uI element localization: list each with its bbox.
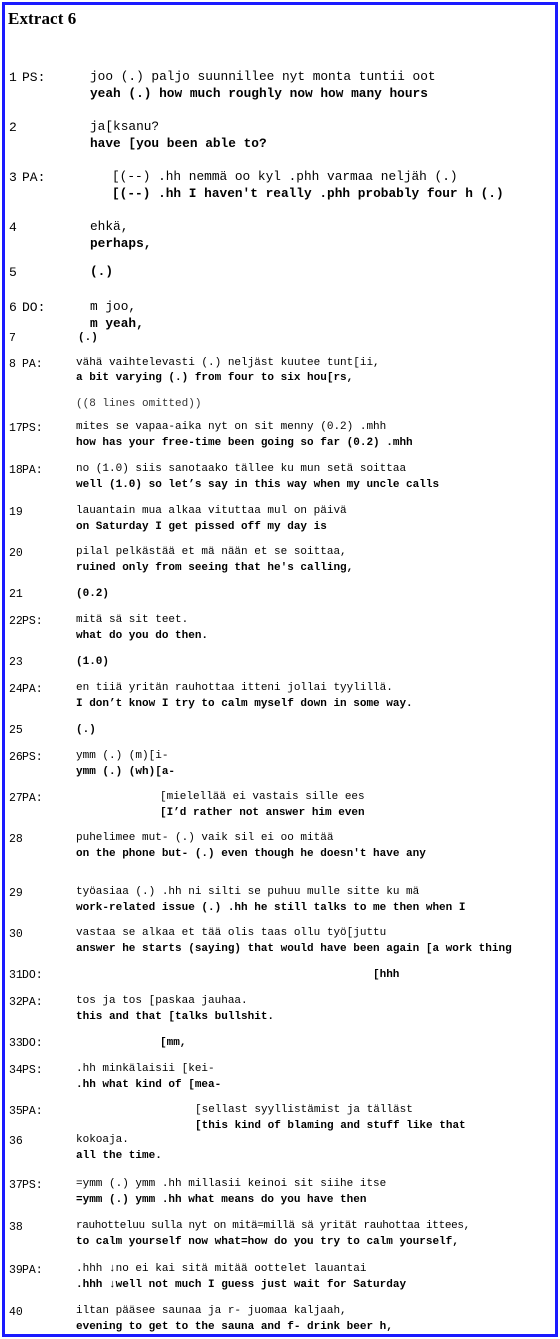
finnish-line: vähä vaihtelevasti (.) neljäst kuutee tunt[ii, (76, 357, 380, 369)
english-line: =ymm (.) ymm .hh what means do you have then (76, 1194, 367, 1206)
finnish-line: kokoaja. (76, 1134, 129, 1146)
english-line: ymm (.) (wh)[a- (76, 766, 176, 778)
line-number: 21 (9, 588, 23, 601)
speaker-label: PS: (22, 1179, 43, 1192)
finnish-line: mitä sä sit teet. (76, 614, 189, 626)
finnish-line: joo (.) paljo suunnillee nyt monta tuntii oot (90, 69, 436, 84)
english-line: on the phone but- (.) even though he doesn't have any (76, 848, 426, 860)
english-line: to calm yourself now what=how do you try to calm yourself, (76, 1236, 459, 1248)
finnish-line: [mielellää ei vastais sille ees (160, 791, 365, 803)
english-line: work-related issue (.) .hh he still talks to me then when I (76, 902, 466, 914)
english-line: answer he starts (saying) that would have been again [a work thing (76, 943, 512, 955)
english-line: [hhh (373, 969, 400, 981)
english-line: how has your free-time been going so far (0.2) .mhh (76, 437, 413, 449)
line-number: 20 (9, 547, 23, 560)
english-line: m yeah, (90, 316, 144, 331)
line-number: 32 (9, 996, 23, 1009)
speaker-label: PS: (22, 1064, 43, 1077)
line-number: 4 (9, 220, 17, 235)
finnish-line: lauantain mua alkaa vituttaa mul on päivä (76, 505, 347, 517)
line-number: 1 (9, 70, 17, 85)
speaker-label: PA: (22, 996, 43, 1009)
speaker-label: PA: (22, 683, 43, 696)
line-number: 6 (9, 300, 17, 315)
pause-marker: (.) (78, 332, 98, 344)
english-line: I don’t know I try to calm myself down in some way. (76, 698, 413, 710)
speaker-label: PS: (22, 70, 46, 85)
speaker-label: PA: (22, 464, 43, 477)
line-number: 24 (9, 683, 23, 696)
line-number: 23 (9, 656, 23, 669)
speaker-label: PA: (22, 358, 43, 371)
finnish-line: tos ja tos [paskaa jauhaa. (76, 995, 248, 1007)
english-line: perhaps, (90, 236, 152, 251)
pause-marker: (.) (90, 264, 114, 279)
finnish-line: [sellast syyllistämist ja tälläst (195, 1104, 413, 1116)
speaker-label: PS: (22, 615, 43, 628)
finnish-line: ja[ksanu? (90, 119, 160, 134)
line-number: 28 (9, 833, 23, 846)
finnish-line: .hhh ↓no ei kai sitä mitää oottelet lauantai (76, 1263, 367, 1275)
speaker-label: PA: (22, 1105, 43, 1118)
finnish-line: ymm (.) (m)[i- (76, 750, 169, 762)
english-line: evening to get to the sauna and f- drink beer h, (76, 1321, 393, 1333)
line-number: 7 (9, 332, 16, 345)
english-line: a bit varying (.) from four to six hou[rs, (76, 372, 354, 384)
pause-marker: (1.0) (76, 656, 110, 668)
english-line: yeah (.) how much roughly now how many hours (90, 86, 428, 101)
pause-marker: (.) (76, 724, 96, 736)
speaker-label: PA: (22, 170, 46, 185)
finnish-line: ehkä, (90, 219, 129, 234)
speaker-label: PS: (22, 422, 43, 435)
finnish-line: työasiaa (.) .hh ni silti se puhuu mulle sitte ku mä (76, 886, 420, 898)
speaker-label: PS: (22, 751, 43, 764)
line-number: 17 (9, 422, 23, 435)
line-number: 19 (9, 506, 23, 519)
finnish-line: .hh minkälaisii [kei- (76, 1063, 215, 1075)
line-number: 18 (9, 464, 23, 477)
line-number: 34 (9, 1064, 23, 1077)
line-number: 39 (9, 1264, 23, 1277)
english-line: [(--) .hh I haven't really .phh probably four h (.) (112, 186, 504, 201)
finnish-line: iltan pääsee saunaa ja r- juomaa kaljaah, (76, 1305, 347, 1317)
english-line: on Saturday I get pissed off my day is (76, 521, 327, 533)
line-number: 26 (9, 751, 23, 764)
line-number: 37 (9, 1179, 23, 1192)
extract-frame (2, 2, 558, 1337)
english-line: [mm, (160, 1037, 187, 1049)
english-line: .hhh ↓well not much I guess just wait for Saturday (76, 1279, 407, 1291)
finnish-line: mites se vapaa-aika nyt on sit menny (0.2) .mhh (76, 421, 387, 433)
english-line: what do you do then. (76, 630, 209, 642)
line-number: 31 (9, 969, 23, 982)
english-line: .hh what kind of [mea- (76, 1079, 222, 1091)
line-number: 29 (9, 887, 23, 900)
finnish-line: rauhotteluu sulla nyt on mitä=millä sä yrität rauhottaa ittees, (76, 1220, 470, 1232)
finnish-line: no (1.0) siis sanotaako tällee ku mun setä soittaa (76, 463, 407, 475)
line-number: 40 (9, 1306, 23, 1319)
finnish-line: puhelimee mut- (.) vaik sil ei oo mitää (76, 832, 334, 844)
finnish-line: vastaa se alkaa et tää olis taas ollu työ[juttu (76, 927, 387, 939)
english-line: ruined only from seeing that he's calling, (76, 562, 354, 574)
line-number: 38 (9, 1221, 23, 1234)
line-number: 5 (9, 265, 17, 280)
speaker-label: DO: (22, 1037, 43, 1050)
english-line: [this kind of blaming and stuff like that (195, 1120, 466, 1132)
finnish-line: en tiiä yritän rauhottaa itteni jollai tyylillä. (76, 682, 393, 694)
line-number: 30 (9, 928, 23, 941)
speaker-label: PA: (22, 792, 43, 805)
line-number: 33 (9, 1037, 23, 1050)
speaker-label: DO: (22, 300, 46, 315)
finnish-line: =ymm (.) ymm .hh millasii keinoi sit siihe itse (76, 1178, 387, 1190)
line-number: 8 (9, 358, 16, 371)
line-number: 3 (9, 170, 17, 185)
line-number: 27 (9, 792, 23, 805)
omitted-lines-note: ((8 lines omitted)) (76, 398, 202, 410)
finnish-line: [(--) .hh nemmä oo kyl .phh varmaa neljäh (.) (112, 169, 458, 184)
finnish-line: m joo, (90, 299, 137, 314)
english-line: [I’d rather not answer him even (160, 807, 365, 819)
english-line: well (1.0) so let’s say in this way when my uncle calls (76, 479, 440, 491)
english-line: have [you been able to? (90, 136, 267, 151)
line-number: 22 (9, 615, 23, 628)
line-number: 36 (9, 1135, 23, 1148)
extract-title: Extract 6 (8, 9, 77, 28)
speaker-label: PA: (22, 1264, 43, 1277)
pause-marker: (0.2) (76, 588, 110, 600)
line-number: 2 (9, 120, 17, 135)
english-line: all the time. (76, 1150, 162, 1162)
line-number: 25 (9, 724, 23, 737)
speaker-label: DO: (22, 969, 43, 982)
line-number: 35 (9, 1105, 23, 1118)
english-line: this and that [talks bullshit. (76, 1011, 275, 1023)
finnish-line: pilal pelkästää et mä nään et se soittaa, (76, 546, 347, 558)
